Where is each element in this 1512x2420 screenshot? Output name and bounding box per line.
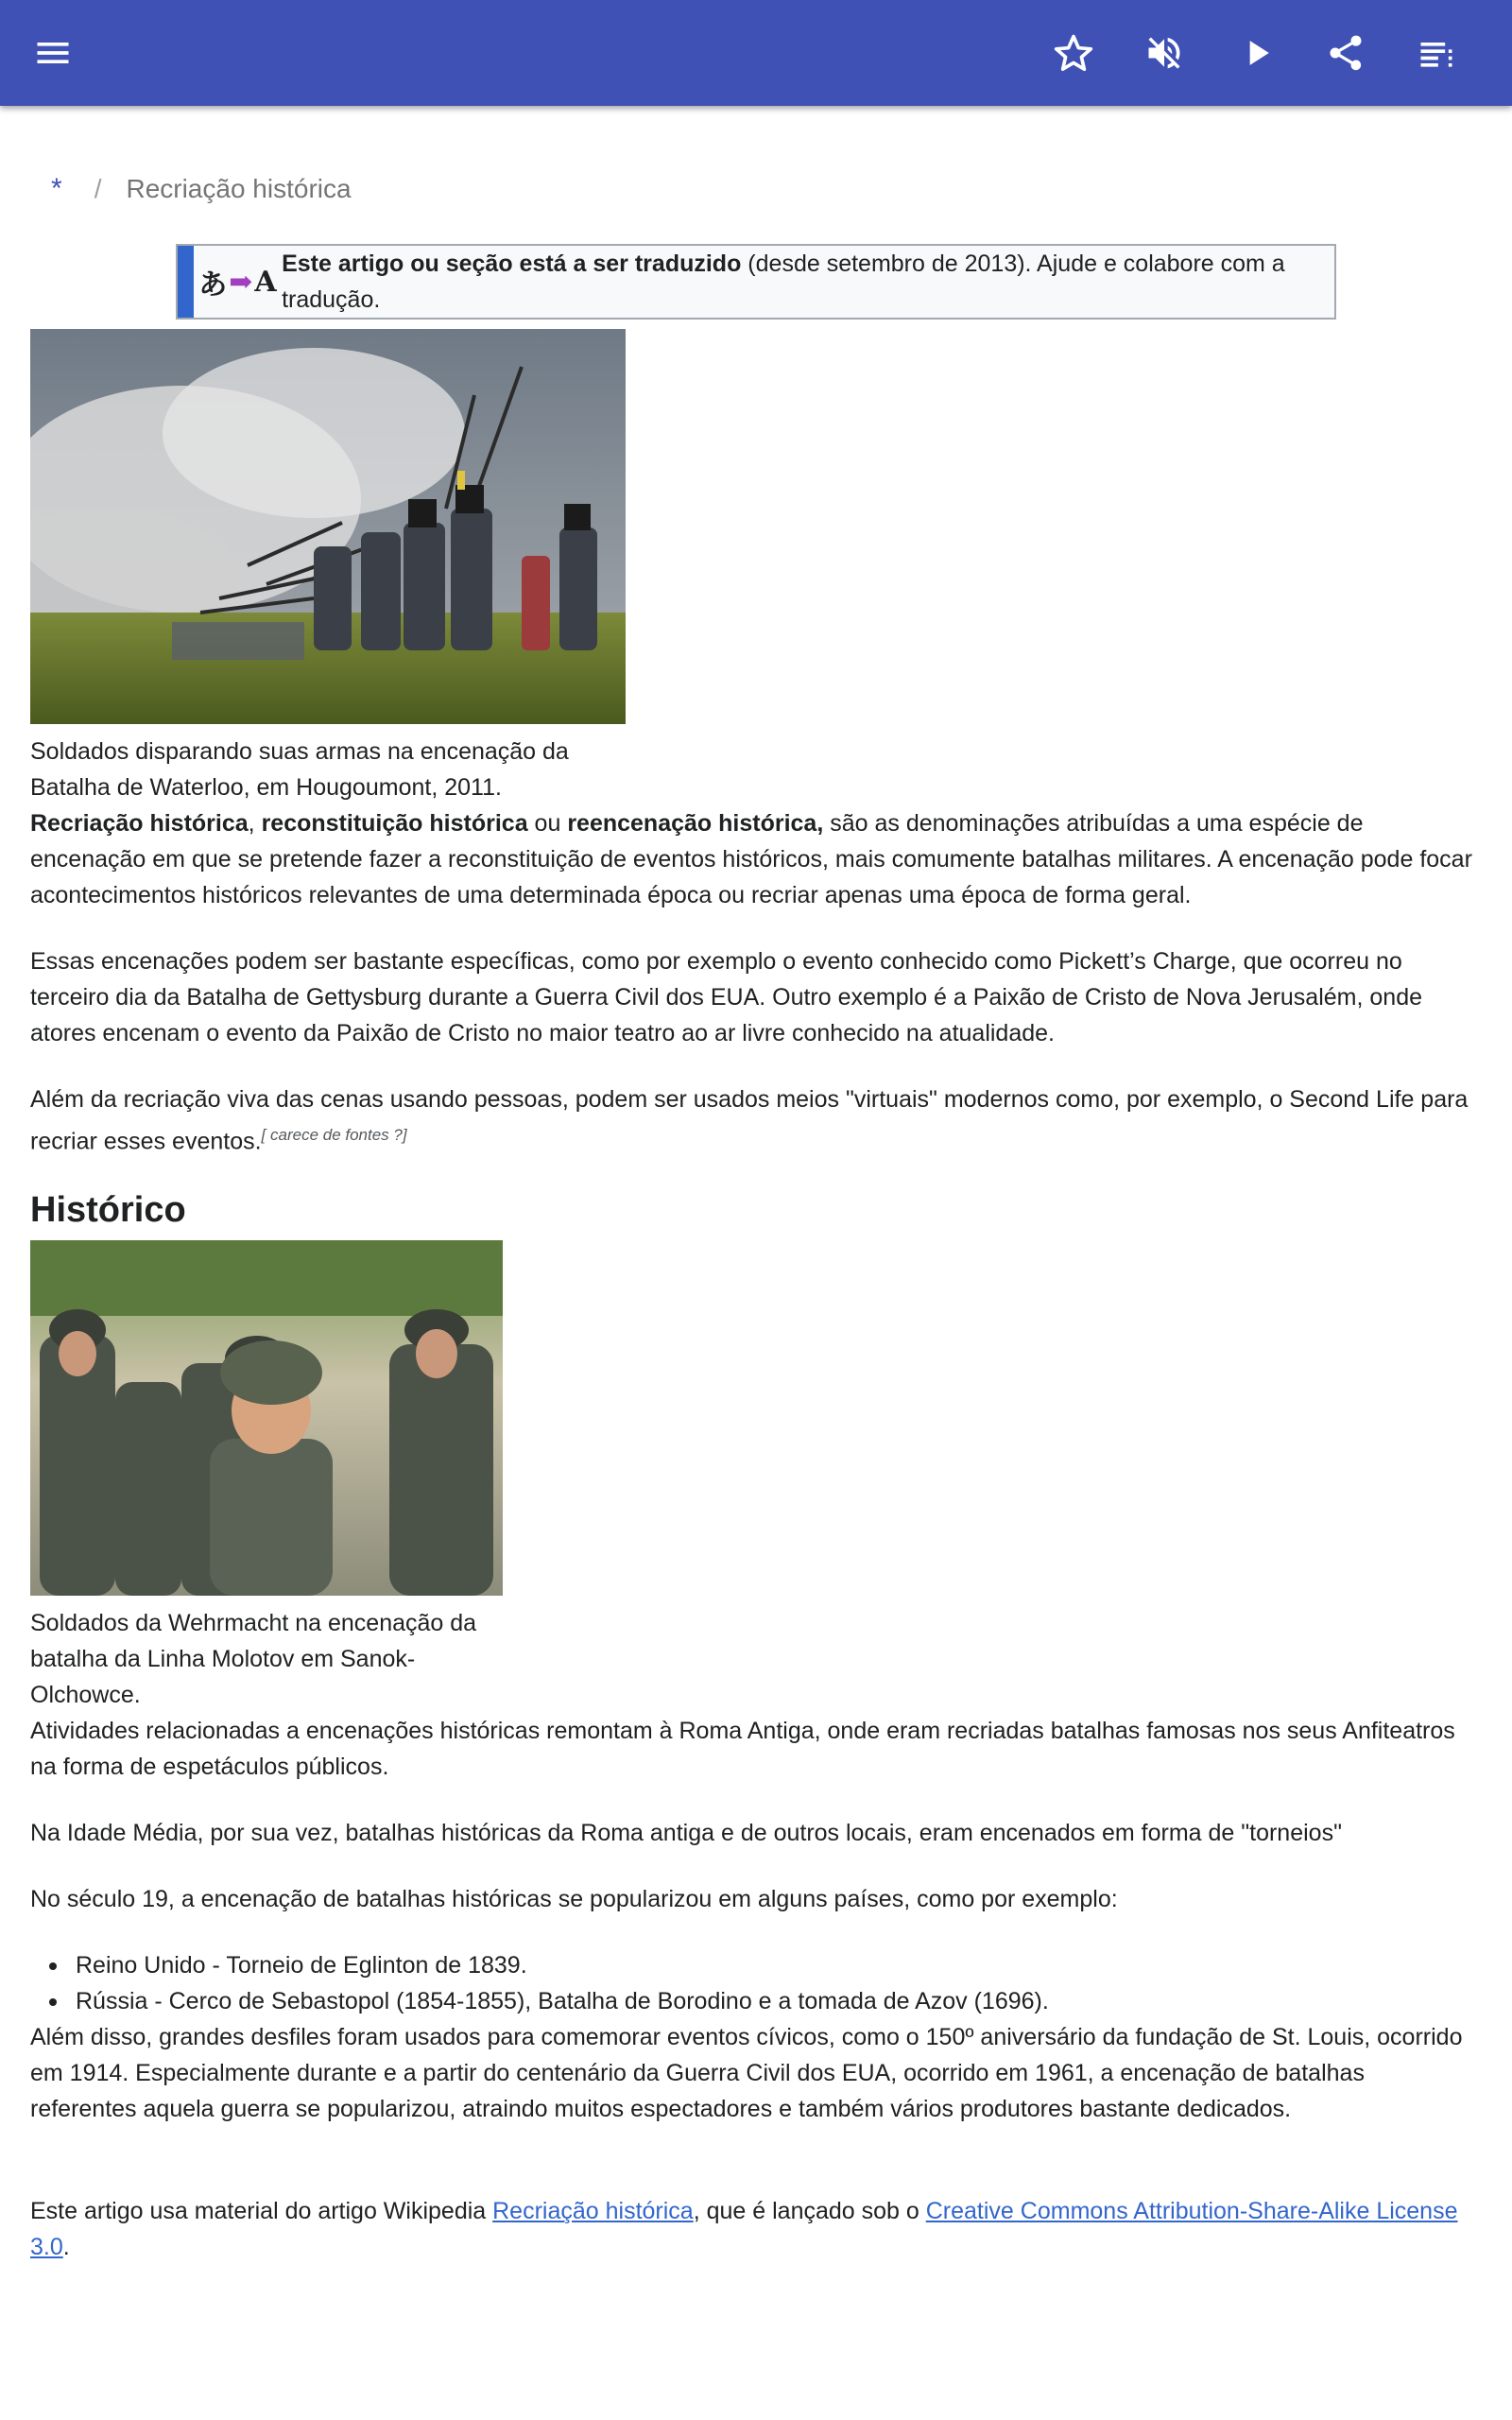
star-icon[interactable] [1045, 25, 1102, 81]
paragraph-virtual: Além da recriação viva das cenas usando pessoas, podem ser usados meios "virtuais" modernos como, por exemplo, o Second Life para recriar esses eventos.[ carece de fontes ?] [30, 1086, 1469, 1155]
figure-caption-2: Soldados da Wehrmacht na encenação da batalha da Linha Molotov em Sanok-Olchowce. [30, 1610, 477, 1708]
history-paragraph-3: No século 19, a encenação de batalhas históricas se popularizou em alguns países, como por exemplo: [30, 1886, 1118, 1912]
share-icon[interactable] [1317, 25, 1374, 81]
breadcrumb-home[interactable]: * [51, 173, 62, 204]
playlist-icon[interactable] [1408, 25, 1465, 81]
figure-caption: Soldados disparando suas armas na encenação da Batalha de Waterloo, em Hougoumont, 2011. [30, 738, 569, 801]
volume-off-icon[interactable] [1136, 25, 1193, 81]
notice-accent-bar [178, 246, 194, 318]
history-paragraph-1: Atividades relacionadas a encenações históricas remontam à Roma Antiga, onde eram recriadas batalhas famosas nos seus Anfiteatros na forma de espetáculos públicos. [30, 1718, 1455, 1780]
breadcrumb-separator: / [94, 174, 102, 203]
play-icon[interactable] [1228, 25, 1285, 81]
app-toolbar [0, 0, 1512, 106]
paragraph-examples: Essas encenações podem ser bastante específicas, como por exemplo o evento conhecido como Pickett’s Charge, que ocorreu no terceiro dia da Batalha de Gettysburg durante a Guerra Civil dos EUA. Outro exemplo é a Paixão de Cristo de Nova Jerusalém, onde atores encenam o evento da Paixão de Cristo no maior teatro ao ar livre conhecido na atualidade. [30, 948, 1422, 1046]
wehrmacht-image[interactable] [30, 1240, 503, 1596]
intro-paragraph: Recriação histórica, reconstituição histórica ou reencenação histórica, são as denominações atribuídas a uma espécie de encenação em que se pretende fazer a reconstituição de eventos históricos, mais comumente batalhas militares. A encenação pode focar acontecimentos históricos relevantes de uma determinada época ou recriar apenas uma época de forma geral. [30, 810, 1472, 908]
translation-notice [176, 244, 1336, 320]
notice-text: Este artigo ou seção está a ser traduzido (desde setembro de 2013). Ajude e colabore com a tradução. [282, 251, 1285, 313]
history-paragraph-2: Na Idade Média, por sua vez, batalhas históricas da Roma antiga e de outros locais, eram encenados em forma de "torneios" [30, 1820, 1342, 1846]
history-list [30, 1947, 1476, 2019]
license-link[interactable]: Creative Commons Attribution-Share-Alike License 3.0 [30, 2198, 1458, 2260]
breadcrumb-current: Recriação histórica [126, 174, 352, 203]
breadcrumb [51, 170, 352, 208]
history-paragraph-4: Além disso, grandes desfiles foram usados para comemorar eventos cívicos, como o 150º aniversário da fundação de St. Louis, ocorrido em 1914. Especialmente durante e a partir do centenário da Guerra Civil dos EUA, ocorrido em 1961, a encenação de batalhas referentes aquela guerra se popularizou, atraindo muitos espectadores e também vários produtores bastante dedicados. [30, 2024, 1463, 2122]
wikipedia-article-link[interactable]: Recriação histórica [492, 2198, 694, 2224]
citation-needed[interactable]: [ carece de fontes ?] [261, 1126, 407, 1144]
list-item: Rússia - Cerco de Sebastopol (1854-1855), Batalha de Borodino e a tomada de Azov (1696). [30, 1983, 1476, 2019]
menu-icon[interactable] [25, 25, 81, 81]
license-footer: Este artigo usa material do artigo Wikipedia Recriação histórica, que é lançado sob o Creative Commons Attribution-Share-Alike License 3.0. [30, 2198, 1458, 2260]
translate-icon: あ ➡ A [198, 265, 277, 302]
list-item: Reino Unido - Torneio de Eglinton de 1839. [30, 1947, 1476, 1983]
section-heading-historico: Histórico [30, 1190, 186, 1230]
waterloo-image[interactable] [30, 329, 626, 724]
